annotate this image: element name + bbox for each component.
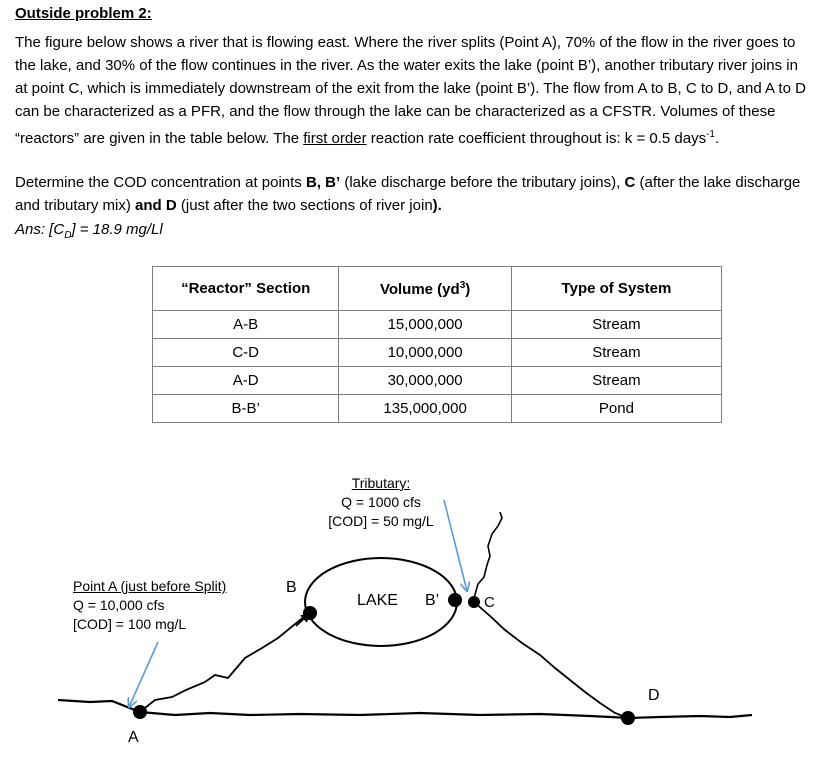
volume-cell: 15,000,000 bbox=[339, 311, 512, 339]
task-end: ). bbox=[432, 197, 442, 214]
tributary-info bbox=[316, 474, 446, 531]
answer-subscript: D bbox=[64, 230, 72, 241]
tributary-title: Tributary: bbox=[351, 475, 411, 491]
answer-text: Ans: [C bbox=[15, 221, 65, 238]
header-section: “Reactor” Section bbox=[153, 267, 339, 311]
header-volume-close: ) bbox=[465, 280, 471, 298]
description-end: . bbox=[715, 130, 720, 147]
volume-cell: 135,000,000 bbox=[339, 395, 512, 423]
section-cell: A-B bbox=[153, 311, 339, 339]
point-a-pointer bbox=[129, 642, 158, 707]
point-a-cod: [COD] = 100 mg/L bbox=[73, 616, 187, 632]
task-point-c: C bbox=[624, 174, 636, 191]
point-c-label: C bbox=[484, 594, 495, 611]
tributary-flow: Q = 1000 cfs bbox=[341, 494, 421, 510]
rate-coefficient-text: reaction rate coefficient throughout is: k = 0.5 days bbox=[366, 130, 707, 147]
type-cell: Stream bbox=[511, 367, 721, 395]
type-cell: Stream bbox=[511, 339, 721, 367]
header-type: Type of System bbox=[511, 267, 721, 311]
answer-value: ] = 18.9 mg/Ll bbox=[71, 221, 163, 238]
task-points-b: B, B’ bbox=[305, 174, 341, 191]
section-cell: C-D bbox=[153, 339, 339, 367]
point-d-marker bbox=[621, 711, 635, 725]
volume-cell: 10,000,000 bbox=[339, 339, 512, 367]
point-b-prime-label: B’ bbox=[425, 592, 440, 609]
branch-c-to-d bbox=[474, 602, 628, 718]
section-cell: B-B’ bbox=[153, 395, 339, 423]
point-a-marker bbox=[133, 705, 147, 719]
type-cell: Pond bbox=[511, 395, 721, 423]
point-a-flow: Q = 10,000 cfs bbox=[73, 597, 165, 613]
first-order-term: first order bbox=[303, 130, 367, 147]
tributary-river bbox=[474, 512, 502, 598]
point-d-label: D bbox=[648, 687, 660, 704]
point-b-label: B bbox=[286, 579, 297, 596]
header-volume-sup: 3 bbox=[459, 279, 466, 291]
task-text: Determine the COD concentration at points bbox=[15, 174, 306, 191]
header-volume-text: Volume (yd bbox=[379, 280, 460, 298]
point-a-info bbox=[73, 577, 226, 634]
task-text-4: (just after the two sections of river join bbox=[176, 197, 433, 214]
point-b-marker bbox=[303, 606, 317, 620]
point-b-prime-marker bbox=[448, 593, 462, 607]
tributary-cod: [COD] = 50 mg/L bbox=[328, 513, 434, 529]
rate-exponent: -1 bbox=[706, 129, 715, 140]
point-c-marker bbox=[468, 596, 480, 608]
problem-title: Outside problem 2: bbox=[15, 5, 152, 22]
point-a-label: A bbox=[128, 729, 139, 746]
task-point-d: and D bbox=[135, 197, 177, 214]
type-cell: Stream bbox=[511, 311, 721, 339]
point-a-title: Point A (just before Split) bbox=[73, 578, 227, 594]
lake-label: LAKE bbox=[357, 592, 398, 609]
volume-cell: 30,000,000 bbox=[339, 367, 512, 395]
description-text: The figure below shows a river that is flowing east. Where the river splits (Point A), 70% of the flow in the river goes to the lake, and 30% of the flow continues in the river. As the water exits the lake (point B’), another tributary river joins in at point C, which is immediately downstream of the exit from the lake (point B’). The flow from A to B, C to D, and A to D can be characterized as a PFR, and the flow through the lake can be characterized as a CFSTR. Volumes of these “reactors” are given in the table below. The bbox=[15, 34, 806, 147]
tributary-pointer bbox=[444, 500, 467, 591]
section-cell: A-D bbox=[153, 367, 339, 395]
task-text-3: (after the lake discharge and tributary mix) bbox=[15, 174, 801, 214]
task-text-2: (lake discharge before the tributary joins), bbox=[340, 174, 625, 191]
